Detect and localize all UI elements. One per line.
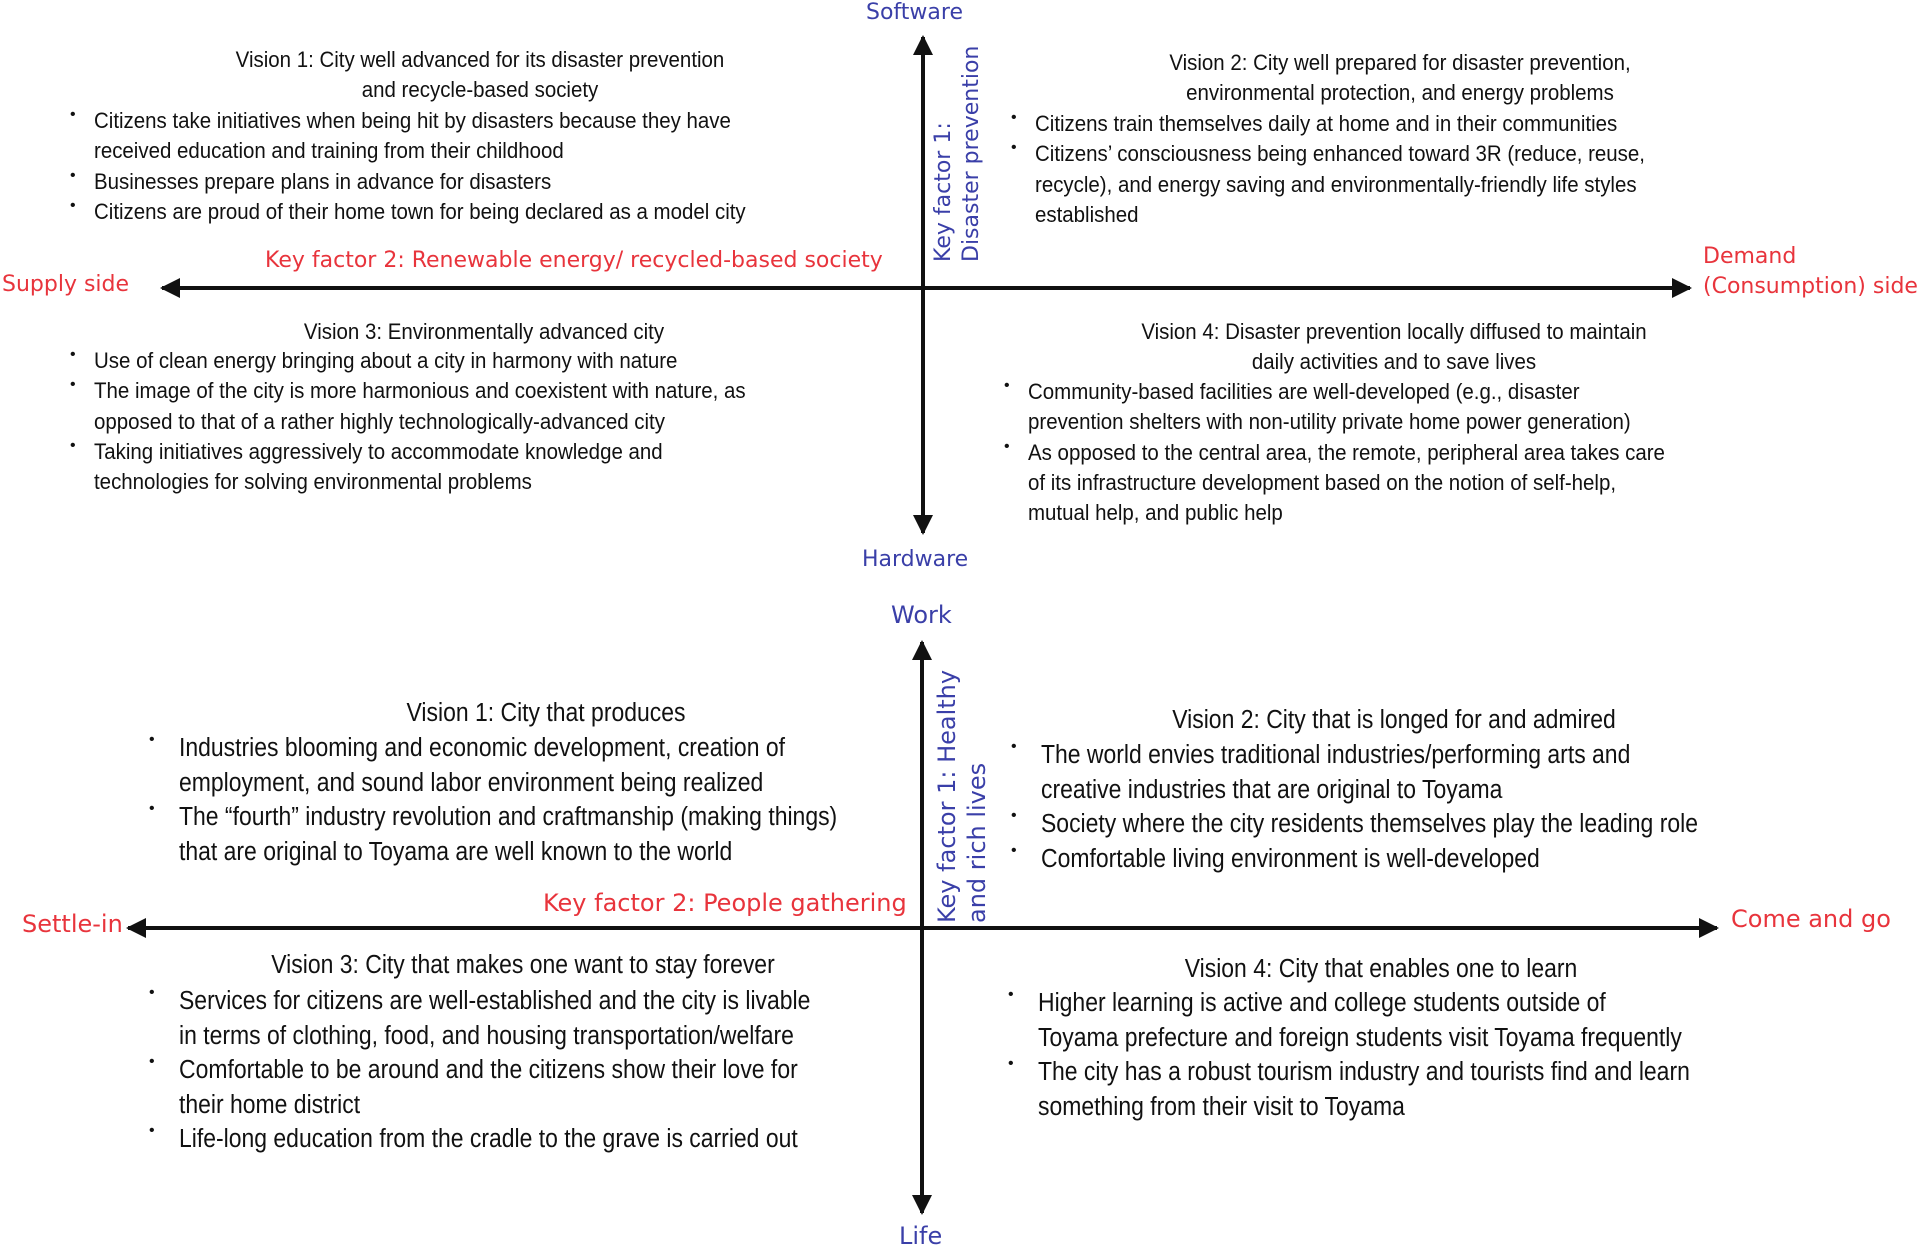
bullet-text-line: established [1035,201,1139,227]
bullet-text-line: Life-long education from the cradle to the grave is carried out [179,1125,798,1153]
bullet-item [70,346,795,376]
axis-label-supply-side: Supply side [2,272,130,297]
key-factor-1-line1: Key factor 1: Healthy [933,669,961,923]
bullet-text-line: Taking initiatives aggressively to accommodate knowledge and [94,438,663,464]
bullet-icon: • [1011,738,1017,755]
bullet-icon: • [1008,1055,1014,1072]
axis-label-software: Software [866,0,963,25]
key-factor-2-label: Key factor 2: People gathering [543,889,907,917]
bullet-item [70,166,795,197]
bullet-icon: • [70,166,76,184]
bullet-text-line: prevention shelters with non-utility private home power generation) [1028,409,1631,435]
bullet-text-line: of its infrastructure development based on the notion of self-help, [1028,469,1617,495]
vision-2-title: Vision 2: City that is longed for and admired [1172,706,1616,734]
bullet-text-line: opposed to that of a rather highly technologically-advanced city [94,408,665,434]
bullet-text-line: technologies for solving environmental problems [94,469,532,495]
bullet-icon: • [1004,377,1010,394]
vision-1-title-line1: Vision 1: City well advanced for its disaster prevention [235,47,725,72]
vision-4-title: Vision 4: City that enables one to learn [1184,955,1578,983]
bullet-text-line: in terms of clothing, food, and housing transportation/welfare [179,1021,794,1050]
bullet-text-line: Industries blooming and economic development, creation of [179,734,785,762]
bullet-text-line: Comfortable living environment is well-developed [1041,844,1540,873]
bullet-item [1011,139,1691,230]
bullet-item [1004,377,1713,438]
bullet-text-line: their home district [179,1090,361,1119]
bullet-icon: • [149,731,155,748]
bullet-text-line: The image of the city is more harmonious and coexistent with nature, as [94,378,746,404]
key-factor-2-label: Key factor 2: Renewable energy/ recycled-based society [265,248,883,273]
bullet-item [70,106,795,167]
vision-1-bullets [70,106,795,227]
bullet-text-line: The “fourth” industry revolution and craftmanship (making things) [179,803,838,831]
bullet-text-line: The world envies traditional industries/performing arts and [1041,741,1631,769]
bullet-text-line: creative industries that are original to Toyama [1041,775,1503,804]
bullet-item [70,436,795,498]
bullet-item [149,1122,881,1157]
bullet-text-line: received education and training from their childhood [94,138,564,164]
vision-4-bullets [1004,377,1713,528]
axis-label-come-and-go: Come and go [1731,905,1891,933]
bullet-text-line: mutual help, and public help [1028,500,1283,526]
bullet-item [1008,1055,1762,1124]
bullet-item [1004,437,1713,529]
axis-label-demand-line2: (Consumption) side [1703,274,1918,299]
bullet-text-line: As opposed to the central area, the remote, peripheral area takes care [1028,439,1665,465]
bullet-item [1011,738,1771,807]
bullet-icon: • [149,800,155,817]
vision-2-bullets [1011,109,1691,230]
bullet-item [70,376,795,437]
bullet-text-line: Toyama prefecture and foreign students visit Toyama frequently [1038,1023,1682,1052]
vision-1-bullets [149,731,910,869]
bullet-icon: • [70,436,76,454]
axis-label-life: Life [899,1222,943,1250]
key-factor-1-label [932,670,992,923]
bullet-icon: • [1011,109,1017,126]
bullet-icon: • [149,1053,155,1070]
bullet-text-line: Community-based facilities are well-developed (e.g., disaster [1028,379,1580,404]
bullet-text-line: recycle), and energy saving and environmentally-friendly life styles [1035,171,1637,197]
vision-2-title-line1: Vision 2: City well prepared for disaster prevention, [1169,50,1631,75]
bullet-text-line: something from their visit to Toyama [1038,1092,1405,1121]
bullet-icon: • [1011,841,1017,859]
axis-label-hardware: Hardware [862,547,969,572]
bullet-icon: • [1008,986,1014,1003]
bullet-text-line: employment, and sound labor environment being realized [179,768,764,797]
bullet-text-line: Citizens take initiatives when being hit by disasters because they have [94,108,731,133]
bullet-text-line: Citizens train themselves daily at home and in their communities [1035,111,1618,136]
bullet-text-line: Citizens’ consciousness being enhanced toward 3R (reduce, reuse, [1035,141,1645,167]
axis-label-demand-side [1703,242,1918,302]
axis-label-work: Work [891,601,952,629]
vision-1-title: Vision 1: City that produces [406,699,686,727]
bullet-text-line: that are original to Toyama are well known to the world [179,837,733,866]
key-factor-1-label [930,46,986,262]
vision-1-title-line2: and recycle-based society [361,77,599,103]
vision-2-title-line2: environmental protection, and energy problems [1186,80,1614,106]
key-factor-1-line1: Key factor 1: [931,122,956,262]
bullet-icon: • [149,984,155,1001]
bullet-icon: • [70,346,76,363]
bullet-item [70,196,795,227]
bullet-text-line: Society where the city residents themselves play the leading role [1041,810,1698,838]
bullet-item [149,1053,881,1122]
bullet-icon: • [1011,139,1017,157]
key-factor-1-line2: and rich lives [963,762,991,923]
vision-4-title-line2: daily activities and to save lives [1251,349,1537,375]
bullet-item [1011,109,1691,139]
key-factor-1-line2: Disaster prevention [959,45,984,262]
vision-2-bullets [1011,738,1771,876]
bullet-text-line: The city has a robust tourism industry and tourists find and learn [1038,1058,1690,1086]
vision-3-title: Vision 3: City that makes one want to stay forever [271,951,775,979]
bullet-item [149,800,910,869]
axis-label-demand-line1: Demand [1703,244,1797,269]
bullet-text-line: Higher learning is active and college students outside of [1038,989,1606,1017]
bullet-item [1011,807,1771,842]
vision-3-bullets [149,984,881,1157]
bullet-text-line: Citizens are proud of their home town for being declared as a model city [94,198,746,224]
vision-3-bullets [70,346,795,497]
bullet-icon: • [1004,437,1010,455]
bullet-icon: • [1011,807,1017,824]
bullet-icon: • [70,106,76,123]
bullet-text-line: Comfortable to be around and the citizens show their love for [179,1056,798,1084]
bullet-text-line: Use of clean energy bringing about a city in harmony with nature [94,348,678,373]
bullet-text-line: Businesses prepare plans in advance for disasters [94,168,552,194]
bullet-item [1008,986,1762,1055]
bullet-icon: • [70,196,76,214]
vision-4-bullets [1008,986,1762,1124]
bullet-item [1011,841,1771,877]
bullet-item [149,984,881,1053]
vision-3-title: Vision 3: Environmentally advanced city [303,319,665,344]
vision-4-title-line1: Vision 4: Disaster prevention locally diffused to maintain [1141,319,1647,344]
bullet-icon: • [149,1122,155,1139]
axis-label-settle-in: Settle-in [22,910,123,938]
bullet-icon: • [70,376,76,394]
bullet-item [149,731,910,800]
bullet-text-line: Services for citizens are well-established and the city is livable [179,987,811,1015]
